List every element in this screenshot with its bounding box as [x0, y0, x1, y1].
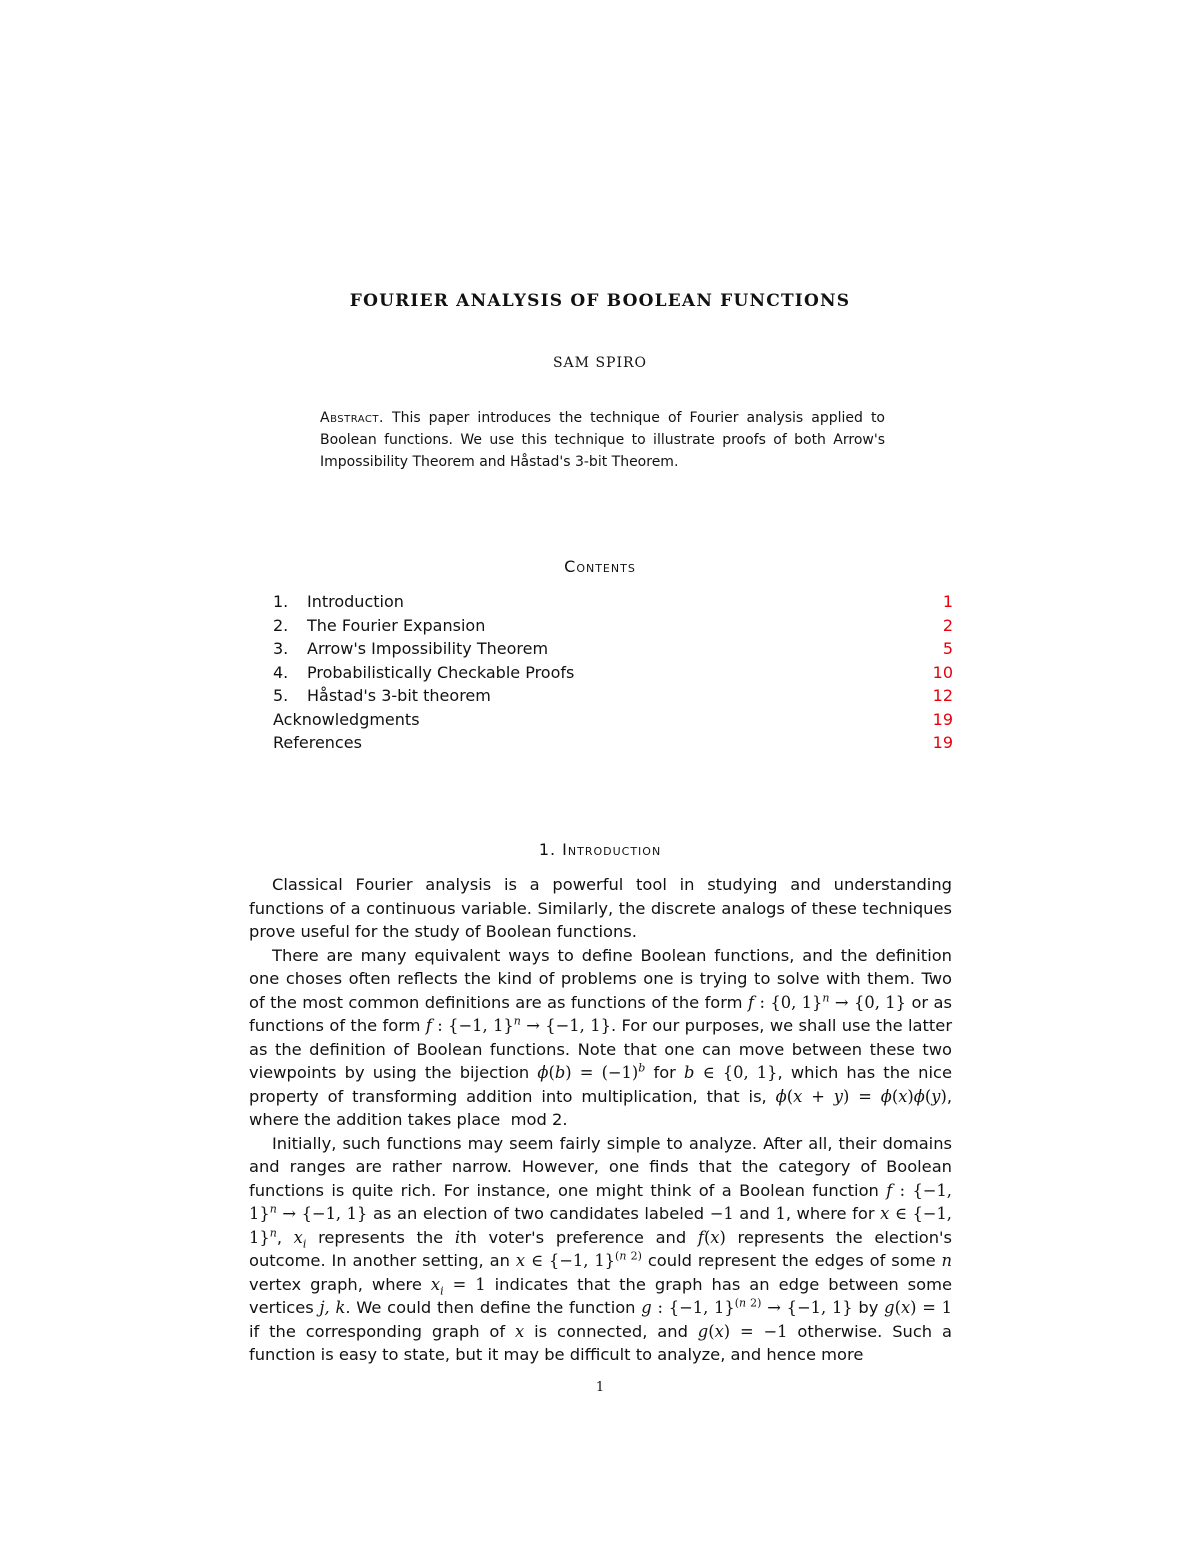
- toc-entry-label: Acknowledgments: [273, 709, 420, 729]
- page-number: 1: [595, 1380, 605, 1395]
- abstract: [320, 407, 885, 473]
- paragraph: There are many equivalent ways to define Boolean functions, and the definition one choses often reflects the kind of problems one is trying to solve with them. Two of the most common definitions are as functions of the form f : {0, 1}$^n$ → {0, 1} or as functions of the form f : {−1, 1}$^n$ → {−1, 1}. For our purposes, we shall use the latter as the definition of Boolean functions. Note that one can move between these two viewpoints by using the bijection $\phi(b) = (-1)^b$ for b ∈ {0, 1}, which has the nice property of transforming addition into multiplication, that is, ϕ(x + y) = ϕ(x)ϕ(y), where the addition takes place mod 2.: [249, 945, 953, 1129]
- toc-entry-number: 2.: [273, 615, 289, 635]
- toc-entry-label: Arrow's Impossibility Theorem: [307, 639, 549, 658]
- author-name: SAM SPIRO: [552, 355, 648, 371]
- toc-entry-number: 4.: [273, 662, 289, 682]
- toc-entry-page-link[interactable]: 19: [932, 733, 953, 752]
- paragraph: Classical Fourier analysis is a powerful tool in studying and understanding functions of a continuous variable. Similarly, the discrete analogs of these techniques prove useful for the study of Boolean functions.: [249, 875, 952, 941]
- toc-entry-number: 3.: [273, 639, 289, 658]
- toc-entry-label: Håstad's 3-bit theorem: [307, 686, 491, 705]
- toc-entry-page-link[interactable]: 19: [932, 709, 953, 729]
- toc-entry-label: References: [273, 733, 362, 752]
- contents-heading: Contents: [564, 557, 636, 576]
- toc-entry[interactable]: [273, 708, 953, 732]
- section-heading-introduction: 1. Introduction: [538, 840, 662, 859]
- toc-entry-page-link[interactable]: 12: [932, 686, 953, 705]
- toc-entry-label: The Fourier Expansion: [307, 615, 486, 635]
- toc-entry-number: 1.: [273, 592, 289, 611]
- toc-entry[interactable]: [273, 661, 953, 685]
- toc-entry-label: Introduction: [307, 592, 404, 611]
- paper-title: FOURIER ANALYSIS OF BOOLEAN FUNCTIONS: [349, 291, 851, 311]
- abstract-text: This paper introduces the technique of Fourier analysis applied to Boolean functions. We use this technique to illustrate proofs of both Arrow's Impossibility Theorem and Håstad's 3-bit Theorem.: [320, 410, 885, 470]
- table-of-contents: [273, 590, 953, 755]
- toc-entry[interactable]: [273, 590, 953, 614]
- toc-entry[interactable]: [273, 637, 953, 661]
- toc-entry-number: 5.: [273, 686, 289, 705]
- toc-entry-page-link[interactable]: 2: [942, 615, 953, 635]
- introduction-body: [249, 873, 952, 1367]
- toc-entry[interactable]: [273, 731, 953, 755]
- toc-entry-page-link[interactable]: 5: [942, 639, 953, 658]
- toc-entry[interactable]: [273, 684, 953, 708]
- abstract-label: Abstract.: [320, 410, 384, 426]
- toc-entry[interactable]: [273, 614, 953, 638]
- toc-entry-label: Probabilistically Checkable Proofs: [307, 662, 575, 682]
- paragraph: Initially, such functions may seem fairly simple to analyze. After all, their domains and ranges are rather narrow. However, one finds that the category of Boolean functions is quite rich. For instance, one might think of a Boolean function f : {−1, 1}$^n$ → {−1, 1} as an election of two candidates labeled −1 and 1, where for x ∈ {−1, 1}$^n$, $x_i$ represents the ith voter's preference and f(x) represents the election's outcome. In another setting, an x ∈ {−1, 1}$^{(n 2)}$ could represent the edges of some n vertex graph, where $x_i = 1$ indicates that the graph has an edge between some vertices j, k. We could then define the function g : {−1, 1}$^{(n 2)}$ → {−1, 1} by g(x) = 1 if the corresponding graph of x is connected, and g(x) = −1 otherwise. Such a function is easy to state, but it may be difficult to analyze, and hence more: [249, 1133, 952, 1364]
- toc-entry-page-link[interactable]: 10: [932, 662, 953, 682]
- toc-entry-page-link[interactable]: 1: [942, 592, 953, 611]
